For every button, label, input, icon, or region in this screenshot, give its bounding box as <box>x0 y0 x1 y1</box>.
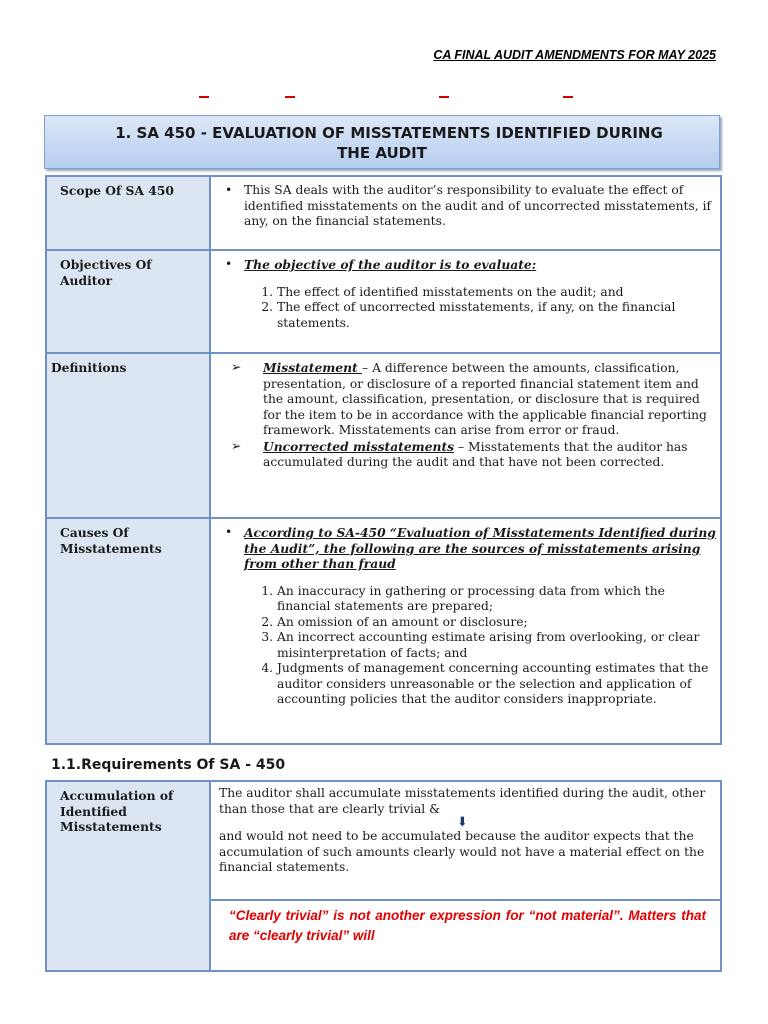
definition-term: Uncorrected misstatements <box>263 438 455 454</box>
row-content-scope <box>210 176 721 250</box>
requirements-heading: 1.1.Requirements Of SA - 450 <box>51 757 286 773</box>
clearly-trivial-note: “Clearly trivial” is not another expression for “not material”. Matters that are “clearly trivial” will <box>229 908 706 943</box>
definition-term: Misstatement <box>263 360 363 375</box>
definition-item <box>231 360 716 439</box>
row-label-objectives: Objectives Of Auditor <box>46 250 210 353</box>
sa450-overview-table <box>45 175 722 745</box>
list-item: 2. An omission of an amount or disclosure; <box>277 615 716 631</box>
table-row <box>46 781 721 900</box>
bullet-mark: • <box>225 183 233 197</box>
accumulation-para2: and would not need to be accumulated because the auditor expects that the accumulation of such amounts clearly would not have a material effect on the financial statements. <box>219 829 705 874</box>
definition-text: – A difference between the amounts, classification, presentation, or disclosure of a reported financial statement item and the amount, classification, presentation, or disclosure that is required for the item to be in accordance with the applicable financial reporting framework. Misstatements can arise from error or fraud. <box>263 361 707 437</box>
objectives-list <box>219 285 716 332</box>
list-item: 1. An inaccuracy in gathering or processing data from which the financial statements are prepared; <box>277 584 716 615</box>
accumulation-text-cell <box>210 781 721 900</box>
row-content-causes <box>210 518 721 744</box>
clearly-trivial-note-cell <box>210 900 721 971</box>
table-row <box>46 353 721 518</box>
row-label-scope: Scope Of SA 450 <box>46 176 210 250</box>
row-content-objectives <box>210 250 721 353</box>
table-row <box>46 250 721 353</box>
bullet-mark: • <box>225 525 233 539</box>
red-dash-mark <box>285 96 295 98</box>
table-row <box>46 518 721 744</box>
scope-text: This SA deals with the auditor’s responsibility to evaluate the effect of identified misstatements on the audit and of uncorrected misstatements, if any, on the financial statements. <box>244 183 712 228</box>
row-content-definitions <box>210 353 721 518</box>
table-row <box>46 176 721 250</box>
list-item: 1. The effect of identified misstatements on the audit; and <box>277 285 716 301</box>
bullet-mark: • <box>225 257 233 271</box>
row-label-causes: Causes Of Misstatements <box>46 518 210 744</box>
down-arrow-icon: ⬇ <box>457 815 468 830</box>
section-title-box <box>44 115 720 169</box>
causes-list <box>219 584 716 708</box>
red-dash-mark <box>199 96 209 98</box>
definition-item <box>231 439 716 471</box>
list-item: 2. The effect of uncorrected misstatements, if any, on the financial statements. <box>277 300 716 331</box>
arrow-bullet-icon: ➢ <box>231 360 242 374</box>
definition-text: – Misstatements that the auditor has accumulated during the audit and that have not been corrected. <box>263 439 688 469</box>
requirements-table <box>45 780 722 972</box>
document-header-title: CA FINAL AUDIT AMENDMENTS FOR MAY 2025 <box>433 48 716 62</box>
arrow-bullet-icon: ➢ <box>231 438 242 453</box>
list-item: 4. Judgments of management concerning accounting estimates that the auditor considers unreasonable or the selection and application of accounting policies that the auditor considers inappropriate. <box>277 661 716 708</box>
row-label-definitions: Definitions <box>46 353 210 518</box>
list-item: 3. An incorrect accounting estimate arising from overlooking, or clear misinterpretation of facts; and <box>277 630 716 661</box>
accumulation-para1: The auditor shall accumulate misstatements identified during the audit, other than those that are clearly trivial & <box>219 786 706 816</box>
row-label-accumulation: Accumulation of Identified Misstatements <box>46 781 210 971</box>
section-title-line1: 1. SA 450 - EVALUATION OF MISSTATEMENTS IDENTIFIED DURING <box>115 124 663 142</box>
objectives-lead: The objective of the auditor is to evaluate: <box>244 257 537 272</box>
red-dash-mark <box>439 96 449 98</box>
red-dash-mark <box>563 96 573 98</box>
section-title-line2: THE AUDIT <box>337 144 427 162</box>
causes-lead: According to SA-450 “Evaluation of Misstatements Identified during the Audit”, the following are the sources of misstatements arising from other than fraud <box>244 525 716 571</box>
